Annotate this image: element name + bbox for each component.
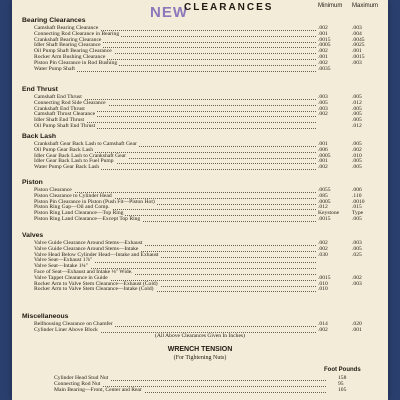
clearance-label: Connecting Rod Clearance in Bearing: [34, 30, 120, 37]
minimum-value: .030: [318, 251, 328, 258]
maximum-value: .002: [352, 146, 362, 153]
minimum-value: .002: [318, 240, 328, 246]
minimum-value: Keystone: [318, 210, 340, 217]
maximum-value: .003: [352, 280, 362, 287]
page-title: CLEARANCES: [184, 2, 274, 13]
maximum-value: .005: [352, 117, 362, 124]
section-heading: End Thrust: [22, 86, 58, 93]
clearance-label: Camshaft Bearing Clearance: [34, 25, 99, 31]
maximum-value: .006: [352, 187, 362, 193]
minimum-value: .014: [318, 321, 328, 327]
maximum-value: .005: [352, 158, 362, 165]
minimum-value: .002: [318, 25, 328, 31]
clearance-label: Valve Seat—Intake 1¾": [34, 263, 89, 270]
foot-pounds-value: 95: [338, 381, 344, 387]
clearance-label: Valve Guide Clearance Around Stems—Exhaust: [34, 240, 143, 246]
minimum-value: .0005: [318, 198, 331, 205]
maximum-value: .005: [352, 216, 362, 222]
clearance-row: [22, 123, 382, 130]
clearance-row: [22, 66, 382, 73]
clearance-label: Rocker Arm to Valve Stem Clearance—Exhaust (Cold): [34, 280, 158, 287]
clearance-row: [22, 164, 382, 171]
clearance-label: Idler Shaft End Thrust: [34, 117, 85, 124]
maximum-value: .005: [352, 245, 362, 252]
minimum-value: .003: [318, 94, 328, 100]
maximum-value: .0045: [352, 36, 365, 43]
foot-pounds-value: 105: [338, 387, 347, 393]
minimum-value: .002: [318, 48, 328, 55]
clearance-label: Bellhousing Clearance on Chamfer: [34, 321, 113, 327]
minimum-value: .0015: [318, 36, 331, 43]
minimum-value: .003: [318, 105, 328, 112]
wrench-subtitle: (For Tightening Nuts): [173, 355, 227, 361]
maximum-value: .003: [352, 25, 362, 31]
minimum-value: .085: [318, 192, 328, 199]
maximum-value: .004: [352, 30, 362, 37]
clearance-label: Valve Seat—Exhaust 1⅞": [34, 257, 93, 264]
minimum-value: .001: [318, 54, 328, 60]
section-heading: Miscellaneous: [22, 313, 69, 320]
foot-pounds-header: Foot Pounds: [324, 367, 361, 373]
minimum-value: .002: [318, 59, 328, 66]
section-heading: Piston: [22, 179, 43, 186]
section-heading: Back Lash: [22, 133, 57, 140]
document-page: [12, 0, 388, 400]
clearance-label: Idler Gear Back Lash to Crankshaft Gear: [34, 152, 126, 159]
section-heading: Valves: [22, 232, 44, 239]
clearance-label: Oil Pump Shaft Bearing Clearance: [34, 48, 112, 55]
clearance-label: Cylinder Liner Above Block: [34, 326, 98, 333]
maximum-value: .0025: [352, 42, 365, 49]
wrench-label: Main Bearing—Front, Center and Rear: [54, 387, 142, 393]
clearance-label: Water Pump Gear Back Lash: [34, 164, 100, 171]
minimum-value: .001: [318, 141, 328, 147]
minimum-value: .0005: [318, 152, 331, 159]
minimum-value: .0055: [318, 187, 331, 193]
clearance-label: Piston Pin Clearance in Rod Bushing: [34, 59, 118, 66]
minimum-value: .010: [318, 280, 328, 287]
wrench-label: Cylinder Head Stud Nut: [54, 375, 109, 381]
maximum-value: .005: [352, 111, 362, 118]
clearance-label: Piston Clearance to Cylinder Head: [34, 192, 112, 199]
units-note: (All Above Clearances Given In Inches): [155, 333, 245, 339]
maximum-value: .012: [352, 99, 362, 106]
clearance-label: Camshaft End Thrust: [34, 94, 82, 100]
minimum-value: .006: [318, 146, 328, 153]
maximum-value: .0010: [352, 198, 365, 205]
maximum-value: .110: [352, 192, 362, 199]
minimum-value: .001: [318, 30, 328, 37]
wrench-row: [42, 387, 362, 394]
new-stamp: NEW: [150, 4, 188, 21]
maximum-value: .005: [352, 105, 362, 112]
clearance-label: Valve Guide Clearance Around Stems—Intake: [34, 245, 139, 252]
clearance-label: Crankshaft End Thrust: [34, 105, 85, 112]
minimum-value: .002: [318, 111, 328, 118]
clearance-label: Camshaft Thrust Clearance: [34, 111, 96, 118]
maximum-value: .003: [352, 240, 362, 246]
maximum-value: .010: [352, 152, 362, 159]
minimum-value: .0035: [318, 65, 331, 72]
maximum-value: .001: [352, 48, 362, 55]
maximum-value: .005: [352, 94, 362, 100]
maximum-value: .005: [352, 164, 362, 171]
minimum-value: .0005: [318, 42, 331, 49]
clearance-row: [22, 216, 382, 223]
clearance-label: Piston Clearance: [34, 187, 72, 193]
column-header-maximum: Maximum: [352, 3, 379, 9]
maximum-value: .025: [352, 251, 362, 258]
clearance-label: Rocker Arm Bushing Clearance: [34, 54, 106, 60]
maximum-value: .015: [352, 204, 362, 211]
minimum-value: .010: [318, 286, 328, 293]
maximum-value: .002: [352, 274, 362, 281]
maximum-value: .012: [352, 123, 362, 129]
clearance-label: Crankshaft Bearing Clearance: [34, 36, 102, 43]
minimum-value: .002: [318, 164, 328, 171]
section-heading: Bearing Clearances: [22, 17, 86, 24]
column-header-minimum: Minimum: [318, 3, 343, 9]
maximum-value: .001: [352, 326, 362, 333]
clearance-label: Piston Pin Clearance in Piston (Push Fit—Piston Hot): [34, 198, 155, 205]
clearance-label: Idler Gear Back Lash to Fuel Pump: [34, 158, 114, 165]
clearance-label: Oil Pump Gear Back Lash: [34, 146, 94, 153]
clearance-label: Connecting Rod Side Clearance: [34, 99, 106, 106]
minimum-value: .012: [318, 204, 328, 211]
clearance-label: Water Pump Shaft: [34, 65, 75, 72]
clearance-label: Oil Pump Shaft End Thrust: [34, 123, 96, 129]
maximum-value: .0015: [352, 54, 365, 60]
minimum-value: .001: [318, 158, 328, 165]
clearance-label: Idler Shaft Bearing Clearance: [34, 42, 101, 49]
clearance-label: Piston Ring Land Clearance—Top Ring: [34, 210, 124, 217]
minimum-value: .002: [318, 245, 328, 252]
minimum-value: .005: [318, 99, 328, 106]
wrench-title: WRENCH TENSION: [167, 346, 233, 353]
clearance-label: Valve Tappet Clearance in Guide: [34, 274, 108, 281]
foot-pounds-value: 158: [338, 375, 347, 381]
minimum-value: .002: [318, 326, 328, 333]
clearance-label: Piston Ring Land Clearance—Except Top Ring: [34, 216, 141, 222]
clearance-label: Crankshaft Gear Back Lash to Camshaft Gear: [34, 141, 137, 147]
clearance-label: Face of Seat—Exhaust and Intake ⅛" Wide.: [34, 269, 133, 275]
clearance-label: Piston Ring Gap—Oil and Comp.: [34, 204, 110, 211]
maximum-value: Type: [352, 210, 364, 217]
maximum-value: .020: [352, 321, 362, 327]
minimum-value: .0015: [318, 274, 331, 281]
maximum-value: .005: [352, 141, 362, 147]
maximum-value: .003: [352, 59, 362, 66]
minimum-value: .0015: [318, 216, 331, 222]
wrench-label: Connecting Rod Nut: [54, 381, 101, 387]
clearance-row: [22, 286, 382, 293]
clearance-label: Rocker Arm to Valve Stem Clearance—Intake (Cold): [34, 286, 154, 293]
clearance-label: Valve Head Below Cylinder Head—Intake and Exhaust: [34, 251, 159, 258]
